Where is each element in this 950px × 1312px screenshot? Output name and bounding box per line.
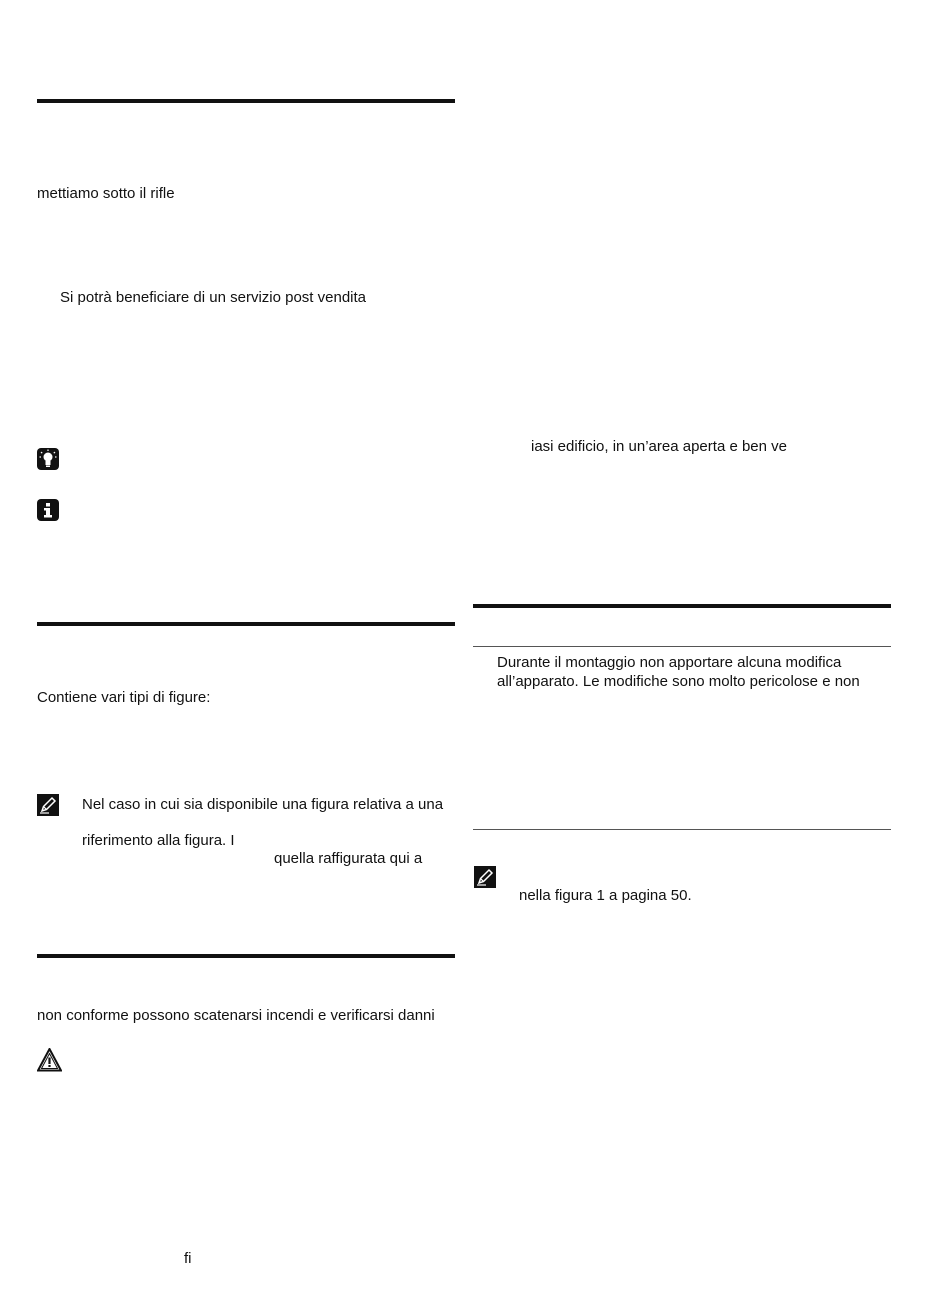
- assembly-line-1: Durante il montaggio non apportare alcuna modifica: [497, 654, 842, 671]
- building-text: iasi edificio, in un’area aperta e ben ve: [531, 438, 787, 455]
- note-line-1: Nel caso in cui sia disponibile una figura relativa a una: [82, 796, 444, 813]
- note-line-2: riferimento alla figura. I: [82, 832, 235, 849]
- section-rule-2: [37, 622, 455, 626]
- note-line-3: quella raffigurata qui a: [274, 850, 423, 867]
- warning-triangle-icon: [37, 1048, 62, 1072]
- note-pencil-icon: [37, 794, 59, 816]
- figures-text: Contiene vari tipi di figure:: [37, 689, 211, 706]
- box-bottom-rule: [473, 829, 891, 830]
- section-rule-3: [37, 954, 455, 958]
- fire-text: non conforme possono scatenarsi incendi e verificarsi danni: [37, 1007, 435, 1024]
- section-rule-4: [473, 604, 891, 608]
- section-rule-1: [37, 99, 455, 103]
- intro-text: mettiamo sotto il rifle: [37, 185, 175, 202]
- assembly-line-2: all’apparato. Le modifiche sono molto pericolose e non: [497, 673, 860, 690]
- box-top-rule: [473, 646, 891, 647]
- note-pencil-icon: [474, 866, 496, 888]
- lightbulb-tip-icon: [37, 448, 59, 470]
- footer-fragment: fi: [184, 1250, 192, 1267]
- note-text-right: nella figura 1 a pagina 50.: [519, 887, 692, 904]
- service-text: Si potrà beneficiare di un servizio post vendita: [60, 289, 367, 306]
- info-icon: [37, 499, 59, 521]
